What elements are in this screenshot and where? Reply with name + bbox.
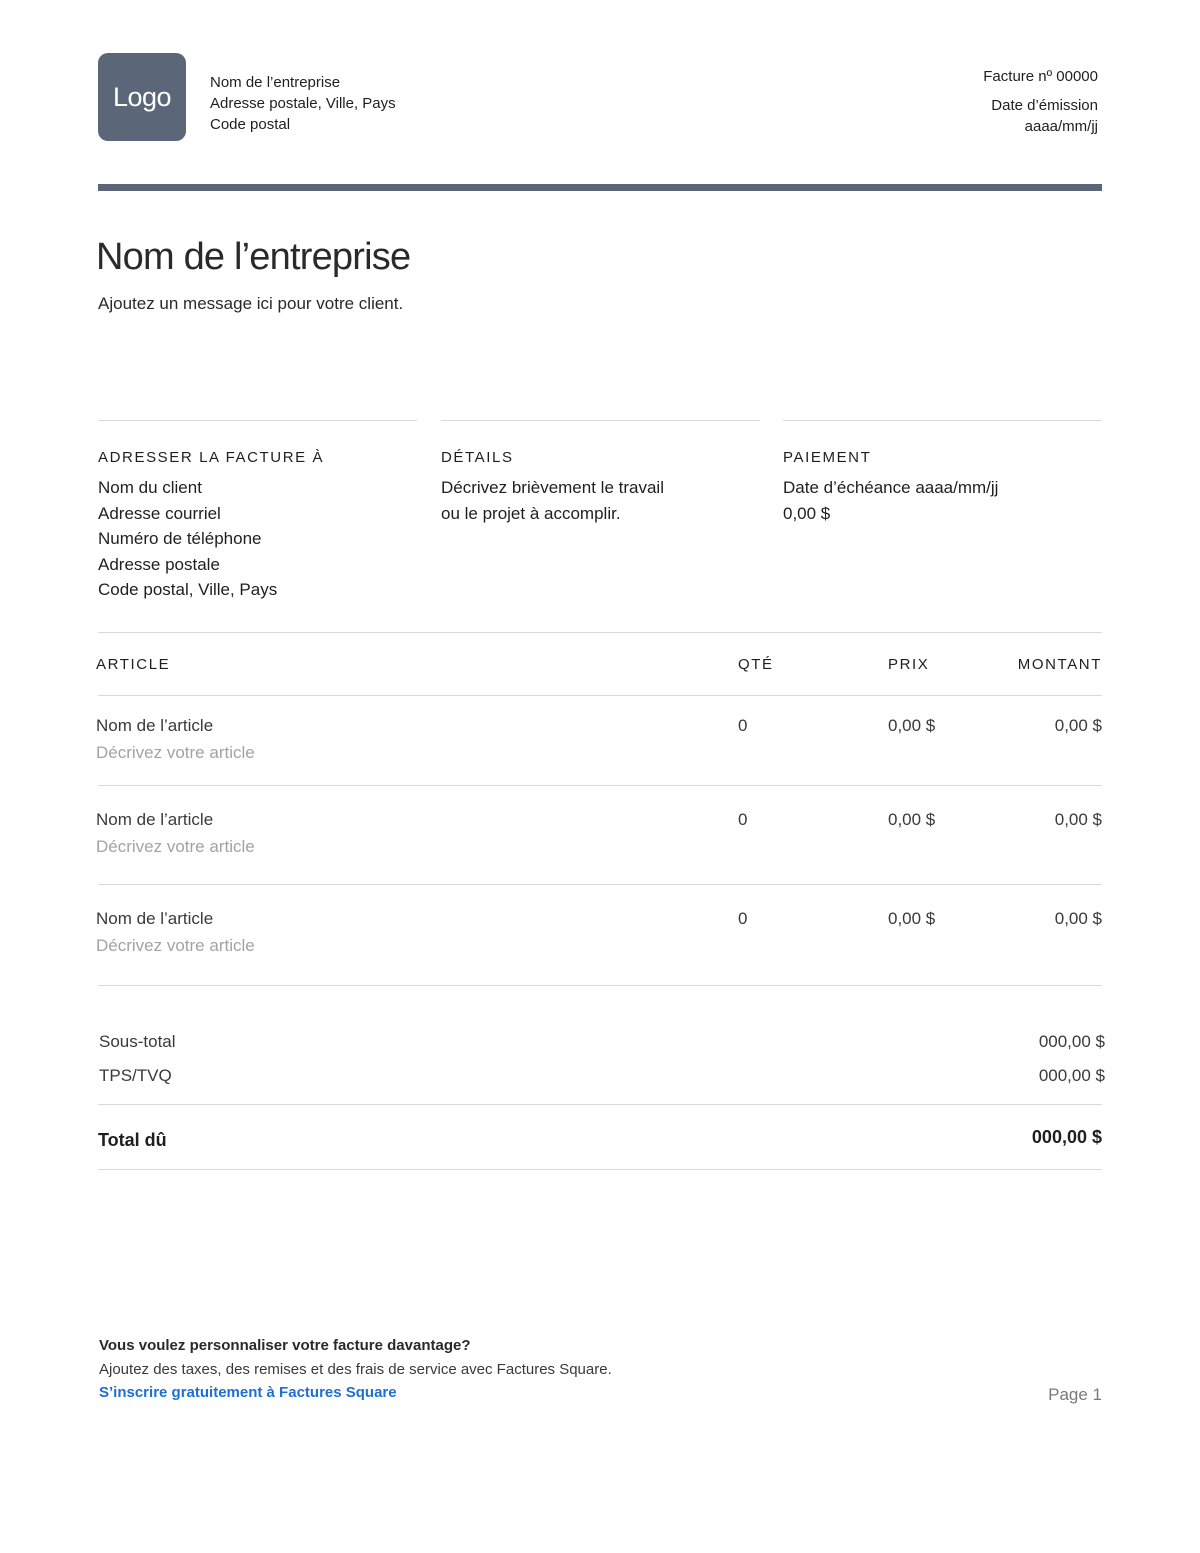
footer-promo (99, 1334, 612, 1405)
total-due-value: 000,00 $ (1031, 1127, 1102, 1147)
row-divider (98, 785, 1102, 786)
row-divider (98, 884, 1102, 885)
payment-section (783, 420, 1102, 526)
client-message: Ajoutez un message ici pour votre client. (98, 294, 404, 313)
header-divider-bar (98, 184, 1102, 191)
subtotal-label: Sous-total (99, 1032, 176, 1051)
details-line: Décrivez brièvement le travail (441, 478, 664, 497)
item-name: Nom de l’article (96, 716, 214, 735)
signup-link[interactable]: S’inscrire gratuitement à Factures Square (99, 1384, 397, 1401)
item-description: Décrivez votre article (96, 837, 255, 856)
client-address: Adresse postale (98, 554, 220, 574)
bill-to-heading: ADRESSER LA FACTURE À (98, 449, 325, 466)
company-name: Nom de l’entreprise (210, 74, 341, 91)
subtotal-value: 000,00 $ (1038, 1032, 1105, 1051)
issue-date-label: Date d’émission (991, 97, 1098, 114)
client-phone: Numéro de téléphone (98, 529, 262, 548)
column-header-price: PRIX (888, 656, 930, 673)
column-header-article: ARTICLE (96, 656, 171, 673)
company-address: Adresse postale, Ville, Pays (210, 95, 396, 112)
table-top-divider (98, 632, 1102, 633)
payment-heading: PAIEMENT (783, 449, 872, 466)
item-name: Nom de l’article (96, 909, 214, 928)
item-name: Nom de l’article (96, 810, 214, 829)
table-header-divider (98, 695, 1102, 696)
page-title: Nom de l’entreprise (96, 236, 411, 278)
bill-to-section (98, 420, 417, 603)
item-amount: 0,00 $ (1054, 909, 1102, 928)
client-email: Adresse courriel (98, 503, 221, 523)
item-price: 0,00 $ (888, 909, 936, 928)
item-qty: 0 (738, 810, 748, 829)
footer-question: Vous voulez personnaliser votre facture davantage? (99, 1337, 471, 1354)
logo-text: Logo (112, 81, 172, 112)
payment-due-date: Date d’échéance aaaa/mm/jj (783, 478, 999, 497)
total-divider (98, 1169, 1102, 1170)
invoice-meta (983, 66, 1098, 137)
item-description: Décrivez votre article (96, 936, 255, 955)
company-postal-code: Code postal (210, 116, 291, 133)
item-description: Décrivez votre article (96, 743, 255, 762)
details-heading: DÉTAILS (441, 449, 514, 466)
item-price: 0,00 $ (888, 810, 936, 829)
total-due-label: Total dû (98, 1130, 167, 1150)
footer-subtext: Ajoutez des taxes, des remises et des frais de service avec Factures Square. (99, 1360, 612, 1378)
totals-divider (98, 1104, 1102, 1105)
details-section (441, 420, 760, 526)
client-name: Nom du client (98, 478, 202, 497)
item-qty: 0 (738, 716, 748, 735)
company-info (210, 72, 396, 135)
invoice-number: Facture nº 00000 (983, 68, 1098, 85)
payment-amount: 0,00 $ (783, 503, 831, 523)
tax-value: 000,00 $ (1038, 1066, 1105, 1085)
column-header-amount: MONTANT (1017, 656, 1102, 673)
client-postal-city: Code postal, Ville, Pays (98, 580, 278, 599)
column-header-qty: QTÉ (738, 656, 774, 673)
row-divider (98, 985, 1102, 986)
item-price: 0,00 $ (888, 716, 936, 735)
company-logo (98, 53, 186, 141)
issue-date-value: aaaa/mm/jj (1024, 118, 1098, 135)
page-number: Page 1 (1048, 1385, 1102, 1404)
item-amount: 0,00 $ (1054, 810, 1102, 829)
item-amount: 0,00 $ (1054, 716, 1102, 735)
tax-label: TPS/TVQ (99, 1066, 172, 1085)
details-line: ou le projet à accomplir. (441, 503, 621, 523)
item-qty: 0 (738, 909, 748, 928)
